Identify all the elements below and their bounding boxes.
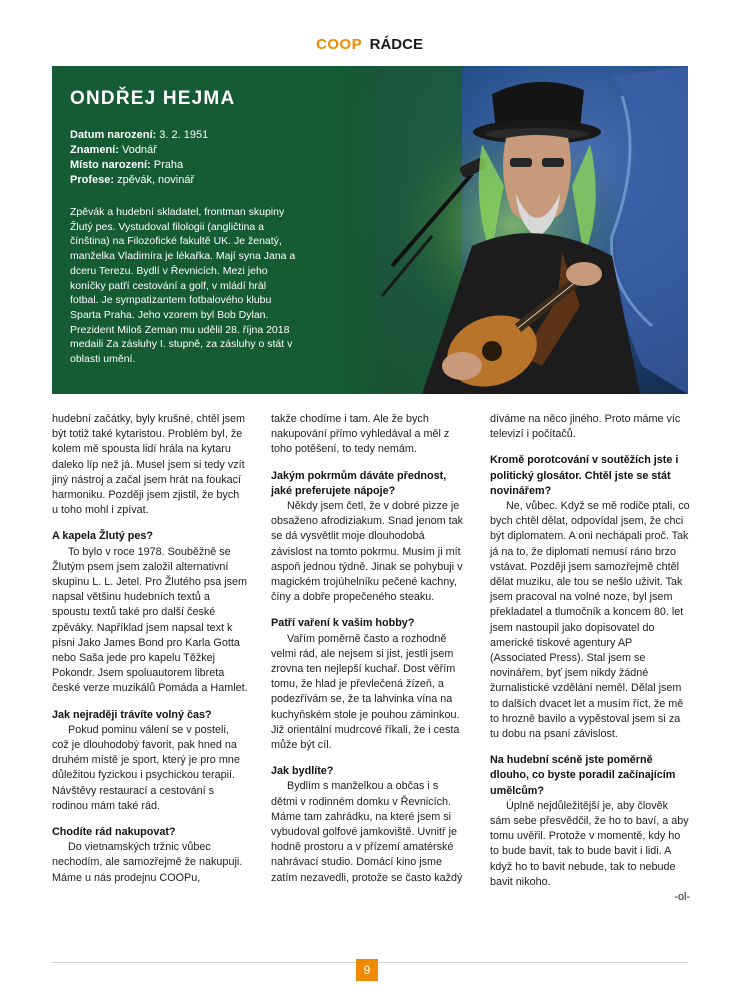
coop-logo: COOP [316, 36, 363, 54]
page-number: 9 [356, 959, 378, 981]
author-signature: -ol- [674, 891, 690, 904]
article-column-1 [52, 412, 248, 886]
fact-zodiac: Znamení: Vodnář [70, 144, 157, 156]
paragraph: To bylo v roce 1978. Souběžně se Žlutým psem jsem založil alternativní skupinu L. L. Jetel. Pro Žlutého psa jsem napsal většinu hudebních textů a spoustu textů také pro další české zpěváky. Například jsem napsal text k písni Jako James Bond pro Karla Gotta nebo Saša jede pro kapelu Těžkej Pokondr. Jsem spoluautorem libreta české verze muzikálů Pomáda a Hamlet. [52, 545, 248, 695]
fact-birth-date: Datum narození: 3. 2. 1951 [70, 129, 209, 141]
paragraph: Pokud pominu válení se v posteli, což je dlouhodobý favorit, pak hned na druhém místě je sport, který je pro mne důležitou fyzickou i psychickou terapií. Návštěvy restaurací a cestování s rodinou mám také rád. [52, 723, 240, 812]
question-heading: Kromě porotcování v soutěžích jste i politický glosátor. Chtěl jste se stát novinářem? [490, 454, 679, 497]
paragraph: Úplně nejdůležitější je, aby člověk sám sebe přesvědčil, že ho to baví, a aby tomu uvěřil. Protože v momentě, kdy ho to bude bavit, tak to bude bavit i lidi. A když ho to bavit nebude, tak to nebude bavit nikoho. [490, 799, 689, 888]
paragraph: Ne, vůbec. Když se mě rodiče ptali, co bych chtěl dělat, odpovídal jsem, že chci být diplomatem. A oni nechápali proč. Tak já na to, že diplomati nemusí ráno brzo vstávat. Později jsem samozřejmě chtěl dělat muziku, ale tou se nešlo uživit. Tak jsem pracoval na volné noze, byl jsem překladatel a tlumočník a koncem 80. let jsem nastoupil jako dopisovatel do americké tiskové agentury AP (Associated Press). Stal jsem se novinářem, byť jsem nikdy žádné žurnalistické vzdělání neměl. Dělal jsem to dalších dvacet let a musím říct, že mě to hrozně bavilo a vypěstoval jsem si za tu dobu na psaní závislost. [490, 500, 690, 741]
paragraph: Do vietnamských tržnic vůbec nechodím, ale samozřejmě že nakupuji. Máme u nás prodejnu COOPu, [52, 841, 243, 884]
question-heading: Jak nejraději trávíte volný čas? [52, 708, 212, 721]
question-heading: Chodíte rád nakupovat? [52, 826, 176, 839]
paragraph: Někdy jsem četl, že v dobré pizze je obsaženo afrodiziakum. Snad jenom tak se dá vysvětlit moje dlouhodobá závislost na tomto pokrmu. Musím ji mít aspoň jednou týdně. Jinak se pohybuji v magickém trojúhelníku pečené kachny, číny a dobře propečeného steaku. [271, 500, 464, 604]
fact-birth-place: Místo narození: Praha [70, 159, 184, 171]
profile-bio: Zpěvák a hudební skladatel, frontman skupiny Žlutý pes. Vystudoval filologii (angličtina a čínština) na Filozofické fakultě UK. Je ženatý, manželka Vladimíra je lékařka. Mají syna Jana a dceru Terezu. Bydlí v Řevnicích. Mezi jeho koníčky patří cestování a golf, v mládí hrál fotbal. Je sympatizantem fotbalového klubu Sparta Praha. Jeho vzorem byl Bob Dylan. Prezident Miloš Zeman mu udělil 28. října 2018 medaili Za zásluhy I. stupně, za zásluhy o stát v oblasti umění. [70, 206, 296, 366]
article-column-2 [271, 412, 467, 886]
question-heading: Jak bydlíte? [271, 765, 334, 778]
section-title: RÁDCE [369, 36, 423, 54]
paragraph: Bydlím s manželkou a občas i s dětmi v rodinném domku v Řevnicích. Máme tam zahrádku, na které jsem si vybudoval golfové jamkoviště. Uvnitř je hodně prostoru a v přízemí amatérské nahrávací studio. Domácí kino jsme zatím nezavedli, protože se často každý [271, 780, 463, 884]
question-heading: Patří vaření k vašim hobby? [271, 617, 415, 630]
paragraph: hudební začátky, byly krušné, chtěl jsem být totiž také kytaristou. Problém byl, že kolem mě spousta lidí hrála na kytaru daleko líp než já. Musel jsem si tedy vzít jiný nástroj a začal jsem hrát na foukací harmoniku. Později jsem zjistil, že bych u toho mohl i zpívat. [52, 413, 246, 517]
question-heading: A kapela Žlutý pes? [52, 530, 153, 543]
paragraph: Vařím poměrně často a rozhodně velmi rád, ale nejsem si jist, jestli jsem zrovna ten nejlepší kuchař. Dost věřím tomu, že hlad je převlečená žízeň, a podezřívám se, že ta lahvinka vína na kuchyňském stole je pouhou záminkou. Již orientální mudrcové říkali, že i cesta může být cíl. [271, 632, 460, 752]
paragraph: takže chodíme i tam. Ale že bych nakupování přímo vyhledával a měl z toho potěšení, to tedy nemám. [271, 413, 450, 456]
profile-hero [52, 66, 688, 394]
fact-profession: Profese: zpěvák, novinář [70, 174, 195, 186]
masthead [0, 36, 739, 54]
profile-panel [70, 88, 296, 367]
profile-name: ONDŘEJ HEJMA [70, 88, 236, 109]
article-column-3 [490, 412, 690, 905]
question-heading: Na hudební scéně jste poměrně dlouho, co byste poradil začínajícím umělcům? [490, 754, 676, 797]
question-heading: Jakým pokrmům dáváte přednost, jaké preferujete nápoje? [271, 469, 447, 497]
paragraph: díváme na něco jiného. Proto máme víc televizí i počítačů. [490, 413, 681, 441]
